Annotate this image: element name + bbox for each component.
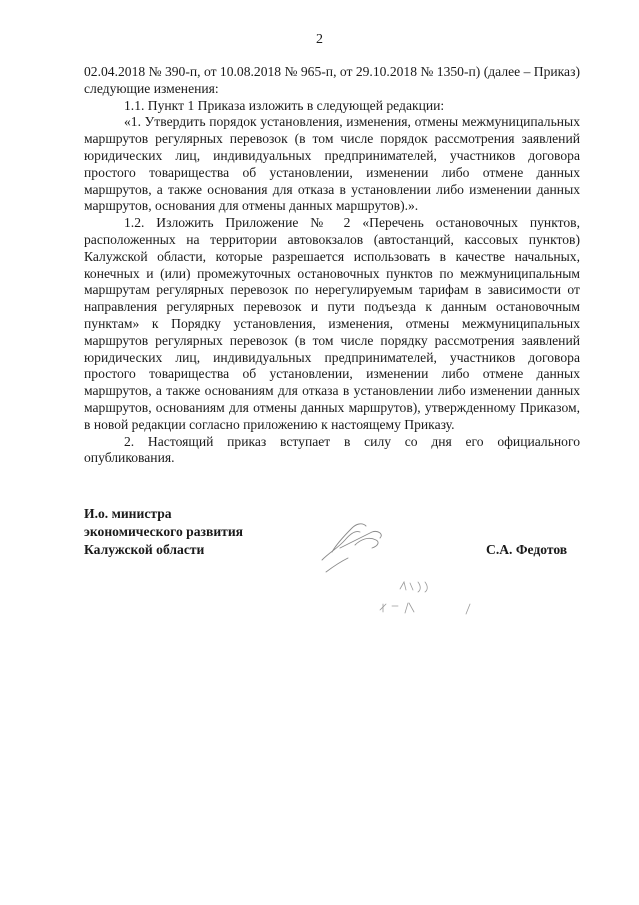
paragraph-quote-1: «1. Утвердить порядок установления, изменения, отмены межмуниципальных маршрутов регулярных перевозок (в том числе порядок рассмотрения заявлений юридических лиц, индивидуальных предпринимателей, участников договора простого товарищества об установлении, изменении либо отмене данных маршрутов, а также основания для отказа в установлении либо изменении данных маршрутов, основания для отмены данных маршрутов).».: [84, 114, 580, 214]
paragraph-1-1: 1.1. Пункт 1 Приказа изложить в следующей редакции:: [124, 97, 445, 113]
paragraph-2: 2. Настоящий приказ вступает в силу со дня его официального опубликования.: [84, 433, 580, 466]
signatory-title: [84, 505, 243, 559]
page-number: 2: [316, 32, 323, 47]
signatory-title-line-1: И.о. министра: [84, 506, 172, 521]
paragraph-1-2: 1.2. Изложить Приложение № 2 «Перечень остановочных пунктов, расположенных на территории автовокзалов (автостанций, кассовых пунктов) Калужской области, которые разрешается использовать в качестве начальных, конечных и (или) промежуточных остановочных пунктов по межмуниципальным маршрутам регулярных перевозок по нерегулируемым тарифам в зависимости от направления регулярных перевозок и пути подъезда к данным остановочным пунктам» к Порядку установления, изменения, отмены межмуниципальных маршрутов регулярных перевозок (в том числе порядку рассмотрения заявлений юридических лиц, индивидуальных предпринимателей, участников договора простого товарищества об установлении, изменении либо отмене данных маршрутов, а также основаниям для отказа в установлении либо изменении данных маршрутов, основаниям для отмены данных маршрутов), утвержденному Приказом, в новой редакции согласно приложению к настоящему Приказу.: [84, 215, 580, 432]
signatory-name: С.А. Федотов: [486, 542, 568, 557]
paragraph-intro: 02.04.2018 № 390-п, от 10.08.2018 № 965-п, от 29.10.2018 № 1350-п) (далее – Приказ) следующие изменения:: [84, 64, 580, 96]
signatory-title-line-2: экономического развития: [84, 524, 244, 539]
signatory-title-line-3: Калужской области: [84, 542, 205, 557]
document-body: [84, 64, 580, 467]
